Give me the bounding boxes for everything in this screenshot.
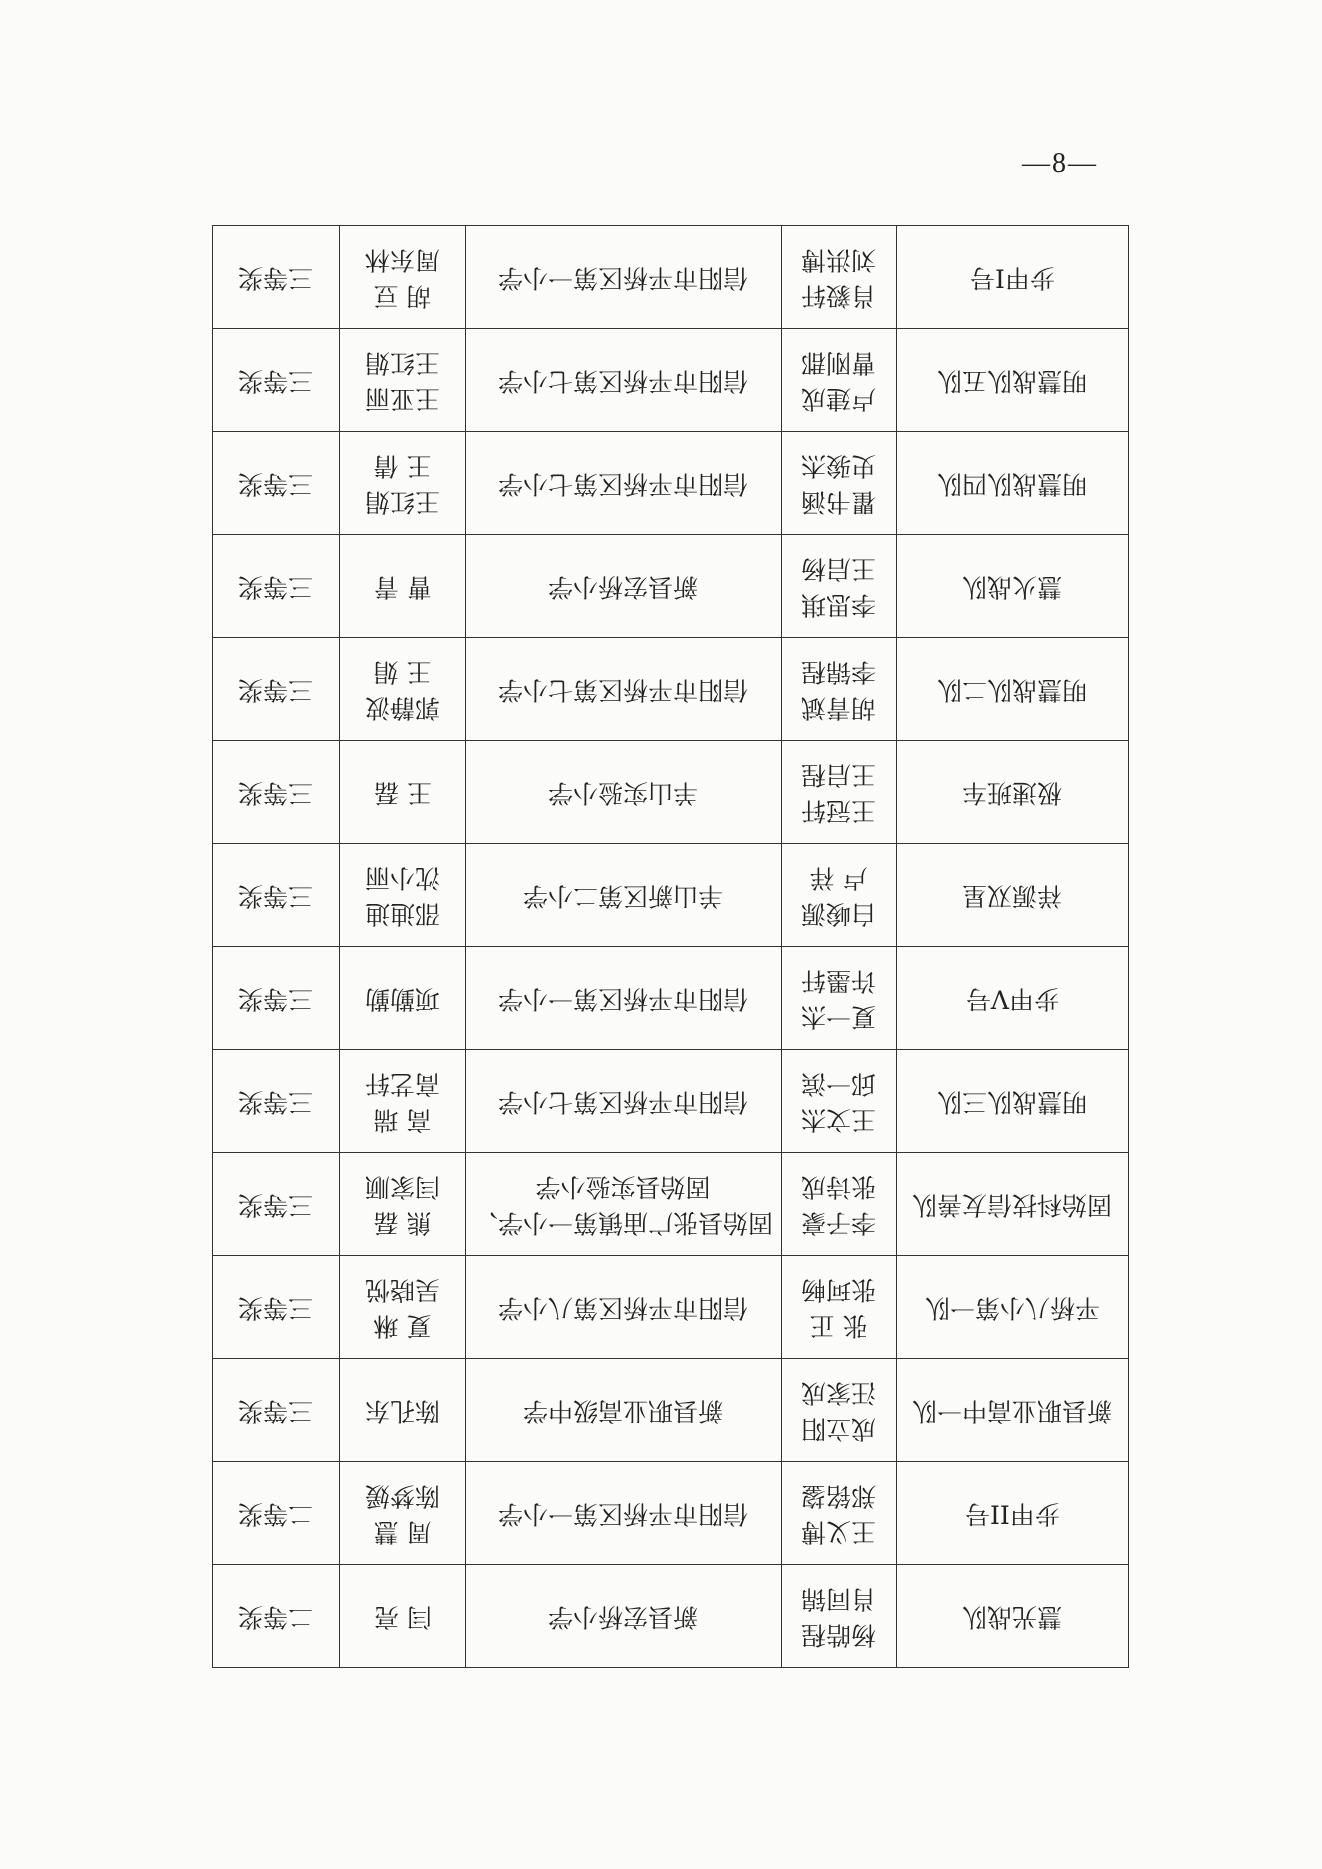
members-cell: [782, 329, 897, 432]
members-cell-text: 王冠轩 王启程: [801, 760, 877, 826]
coach-cell-text: 王 磊: [373, 778, 432, 808]
award-cell-text: 三等奖: [238, 675, 314, 705]
school-cell-text: 羊山实验小学: [548, 778, 699, 808]
team-cell: [897, 535, 1129, 638]
coach-cell-text: 王红娟 王 倩: [364, 451, 440, 517]
team-cell: [897, 844, 1129, 947]
award-cell-text: 三等奖: [238, 469, 314, 499]
members-cell-text: 王文杰 邱一滨: [801, 1069, 877, 1135]
award-cell: [213, 638, 340, 741]
coach-cell: [340, 226, 466, 329]
school-cell-text: 新县宏桥小学: [548, 1602, 699, 1632]
members-cell: [782, 1256, 897, 1359]
members-cell: [782, 844, 897, 947]
team-cell: [897, 1256, 1129, 1359]
award-cell: [213, 741, 340, 844]
table-row: [213, 535, 1129, 638]
members-cell-text: 卢建成 曹刚郡: [801, 348, 877, 414]
school-cell-text: 信阳市平桥区第八小学: [498, 1293, 749, 1323]
team-cell-text: 明慧战队二队: [937, 675, 1088, 705]
school-cell-text: 信阳市平桥区第七小学: [498, 366, 749, 396]
award-cell-text: 三等奖: [238, 1087, 314, 1117]
school-cell: [466, 226, 782, 329]
school-cell-text: 信阳市平桥区第七小学: [498, 675, 749, 705]
award-cell: [213, 1462, 340, 1565]
table-row: [213, 1462, 1129, 1565]
table-row: [213, 741, 1129, 844]
school-cell: [466, 1256, 782, 1359]
members-cell-text: 瞿书涵 史骏杰: [801, 451, 877, 517]
members-cell: [782, 1153, 897, 1256]
team-cell: [897, 947, 1129, 1050]
team-cell: [897, 432, 1129, 535]
team-cell-text: 慧火战队: [962, 572, 1063, 602]
table-row: [213, 1050, 1129, 1153]
members-cell-text: 李思琪 王启杨: [801, 554, 877, 620]
coach-cell-text: 邵迪迪 沈小丽: [364, 863, 440, 929]
team-cell-text: 平桥八小第一队: [924, 1293, 1100, 1323]
team-cell: [897, 226, 1129, 329]
award-cell-text: 三等奖: [238, 1396, 314, 1426]
members-cell: [782, 535, 897, 638]
members-cell-text: 李子豪 张诗成: [801, 1172, 877, 1238]
school-cell: [466, 1462, 782, 1565]
page-number: —8—: [1022, 148, 1098, 179]
team-cell-text: 明慧战队五队: [937, 366, 1088, 396]
school-cell-text: 新县宏桥小学: [548, 572, 699, 602]
award-cell-text: 三等奖: [238, 984, 314, 1014]
coach-cell: [340, 638, 466, 741]
school-cell: [466, 1359, 782, 1462]
award-cell-text: 三等奖: [238, 778, 314, 808]
coach-cell: [340, 844, 466, 947]
team-cell-text: 明慧战队三队: [937, 1087, 1088, 1117]
award-cell-text: 二等奖: [238, 1499, 314, 1529]
award-cell: [213, 947, 340, 1050]
award-cell: [213, 432, 340, 535]
members-cell: [782, 226, 897, 329]
coach-cell: [340, 1050, 466, 1153]
members-cell: [782, 638, 897, 741]
coach-cell: [340, 1462, 466, 1565]
table-row: [213, 844, 1129, 947]
coach-cell-text: 曹 青: [373, 572, 432, 602]
members-cell-text: 肖毅轩 刘洪博: [801, 245, 877, 311]
award-table: [212, 225, 1129, 1668]
award-cell: [213, 844, 340, 947]
members-cell-text: 张 正 张珂畅: [801, 1275, 877, 1341]
award-cell: [213, 535, 340, 638]
award-cell-text: 三等奖: [238, 881, 314, 911]
members-cell: [782, 1359, 897, 1462]
school-cell: [466, 1153, 782, 1256]
team-cell: [897, 741, 1129, 844]
school-cell: [466, 638, 782, 741]
members-cell-text: 夏一杰 许墨轩: [801, 966, 877, 1032]
school-cell-text: 新县职业高级中学: [523, 1396, 724, 1426]
team-cell: [897, 638, 1129, 741]
table-row: [213, 947, 1129, 1050]
team-cell: [897, 329, 1129, 432]
award-cell: [213, 1565, 340, 1668]
coach-cell: [340, 741, 466, 844]
coach-cell-text: 高 瑞 高艺轩: [364, 1069, 440, 1135]
school-cell-text: 信阳市平桥区第七小学: [498, 1087, 749, 1117]
team-cell-text: 慧光战队: [962, 1602, 1063, 1632]
coach-cell-text: 王亚丽 王红娟: [364, 348, 440, 414]
team-cell-text: 极速班车: [962, 778, 1063, 808]
table-row: [213, 1153, 1129, 1256]
team-cell-text: 步甲II号: [965, 1499, 1060, 1529]
coach-cell: [340, 535, 466, 638]
school-cell-text: 信阳市平桥区第一小学: [498, 984, 749, 1014]
team-cell: [897, 1050, 1129, 1153]
team-cell-text: 明慧战队四队: [937, 469, 1088, 499]
award-cell-text: 三等奖: [238, 263, 314, 293]
school-cell: [466, 1565, 782, 1668]
school-cell-text: 信阳市平桥区第一小学: [498, 263, 749, 293]
coach-cell: [340, 1565, 466, 1668]
award-cell: [213, 1153, 340, 1256]
coach-cell: [340, 1359, 466, 1462]
coach-cell: [340, 432, 466, 535]
coach-cell: [340, 1256, 466, 1359]
coach-cell-text: 胡 豆 周东林: [364, 245, 440, 311]
coach-cell: [340, 329, 466, 432]
school-cell: [466, 947, 782, 1050]
table-row: [213, 1359, 1129, 1462]
school-cell: [466, 329, 782, 432]
school-cell: [466, 844, 782, 947]
team-cell: [897, 1565, 1129, 1668]
award-cell-text: 三等奖: [238, 366, 314, 396]
school-cell: [466, 1050, 782, 1153]
team-cell-text: 步甲I号: [970, 263, 1055, 293]
school-cell-text: 信阳市平桥区第一小学: [498, 1499, 749, 1529]
school-cell: [466, 741, 782, 844]
school-cell: [466, 432, 782, 535]
members-cell-text: 王义博 郑铭鋆: [801, 1481, 877, 1547]
team-cell: [897, 1153, 1129, 1256]
coach-cell-text: 陈孔东: [364, 1396, 440, 1426]
members-cell-text: 杨皓程 肖同锦: [801, 1584, 877, 1650]
table-row: [213, 1256, 1129, 1359]
coach-cell-text: 项勤勤: [364, 984, 440, 1014]
coach-cell-text: 熊 磊 闫家顺: [364, 1172, 440, 1238]
award-cell: [213, 226, 340, 329]
coach-cell-text: 夏 琳 吴晓悦: [364, 1275, 440, 1341]
award-cell-text: 二等奖: [238, 1602, 314, 1632]
members-cell: [782, 432, 897, 535]
table-row: [213, 329, 1129, 432]
table-row: [213, 638, 1129, 741]
coach-cell: [340, 947, 466, 1050]
award-cell-text: 三等奖: [238, 1190, 314, 1220]
coach-cell-text: 周 慧 陈梦媛: [364, 1481, 440, 1547]
table-row: [213, 1565, 1129, 1668]
award-cell-text: 三等奖: [238, 572, 314, 602]
team-cell-text: 祥源双星: [962, 881, 1063, 911]
award-cell: [213, 1050, 340, 1153]
award-cell: [213, 329, 340, 432]
team-cell-text: 固始科技信友善队: [912, 1190, 1113, 1220]
school-cell-text: 信阳市平桥区第七小学: [498, 469, 749, 499]
school-cell-text: 羊山新区第二小学: [523, 881, 724, 911]
award-cell: [213, 1359, 340, 1462]
members-cell-text: 白峻源 卢 祥: [801, 863, 877, 929]
table-row: [213, 432, 1129, 535]
team-cell-text: 步甲V号: [965, 984, 1060, 1014]
table-row: [213, 226, 1129, 329]
school-cell: [466, 535, 782, 638]
award-cell: [213, 1256, 340, 1359]
team-cell: [897, 1359, 1129, 1462]
members-cell-text: 胡青斌 李锦程: [801, 657, 877, 723]
coach-cell-text: 闫 亮: [373, 1602, 432, 1632]
school-cell-text: 固始县张广庙镇第一小学、 固始县实验小学: [473, 1172, 774, 1238]
members-cell: [782, 947, 897, 1050]
members-cell: [782, 1462, 897, 1565]
coach-cell: [340, 1153, 466, 1256]
award-cell-text: 三等奖: [238, 1293, 314, 1323]
members-cell: [782, 1565, 897, 1668]
members-cell: [782, 741, 897, 844]
team-cell-text: 新县职业高中一队: [912, 1396, 1113, 1426]
members-cell-text: 成立阳 汪家成: [801, 1378, 877, 1444]
coach-cell-text: 郭静波 王 娟: [364, 657, 440, 723]
team-cell: [897, 1462, 1129, 1565]
members-cell: [782, 1050, 897, 1153]
